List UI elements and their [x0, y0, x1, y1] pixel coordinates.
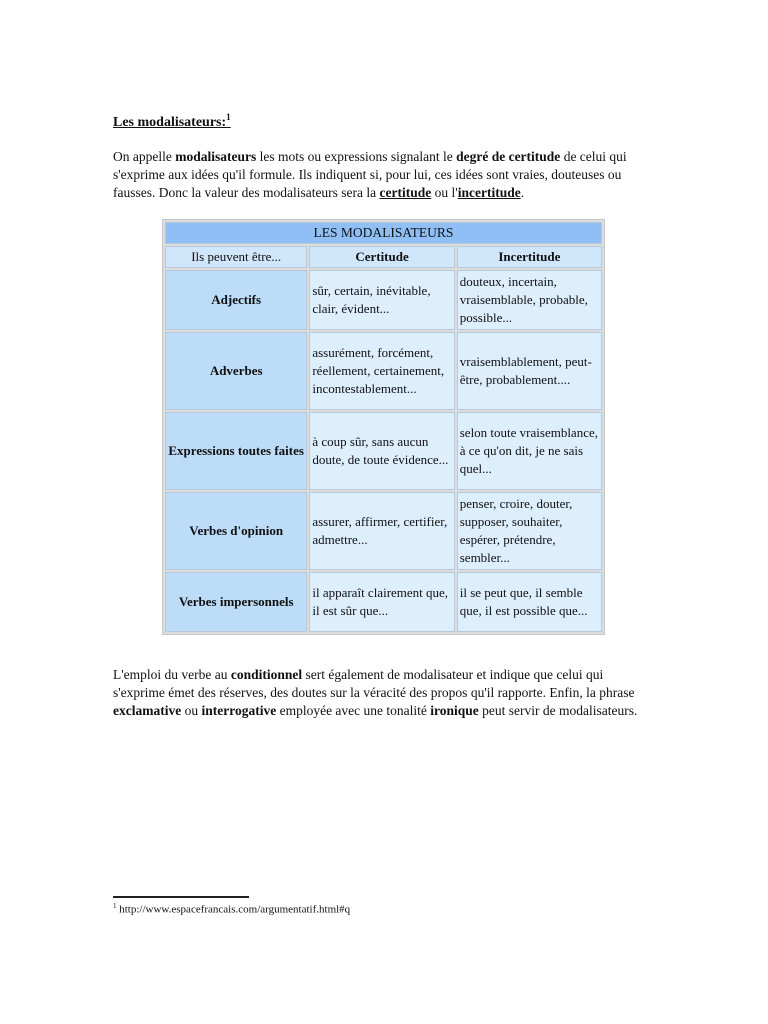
incertitude-cell: penser, croire, douter, supposer, souhaiter, espérer, prétendre, sembler...	[457, 492, 602, 570]
intro-text-5: .	[520, 185, 525, 200]
intro-text-1: On appelle	[113, 149, 176, 164]
table-row	[165, 492, 602, 570]
page-title	[113, 112, 231, 131]
incertitude-cell: vraisemblablement, peut-être, probablement....	[457, 332, 602, 410]
intro-bold-degre: degré de certitude	[456, 149, 561, 164]
footnote-mark: 1	[113, 902, 117, 910]
conclusion-text-3: ou	[181, 703, 202, 718]
conclusion-text-5: peut servir de modalisateurs.	[478, 703, 638, 718]
table-row	[165, 270, 602, 330]
intro-bold-incertitude: incertitude	[457, 185, 521, 200]
intro-paragraph	[113, 148, 657, 202]
certitude-cell: assurément, forcément, réellement, certainement, incontestablement...	[309, 332, 454, 410]
row-label: Verbes d'opinion	[165, 492, 307, 570]
conclusion-bold-conditionnel: conditionnel	[230, 667, 303, 682]
conclusion-paragraph	[113, 666, 657, 720]
certitude-cell: à coup sûr, sans aucun doute, de toute évidence...	[309, 412, 454, 490]
table-row	[165, 332, 602, 410]
modalisateurs-table-wrapper	[162, 219, 605, 635]
incertitude-cell: douteux, incertain, vraisemblable, probable, possible...	[457, 270, 602, 330]
table-row	[165, 572, 602, 632]
row-label: Adverbes	[165, 332, 307, 410]
row-label: Expressions toutes faites	[165, 412, 307, 490]
conclusion-bold-exclamative: exclamative	[113, 703, 182, 718]
conclusion-text-4: employée avec une tonalité	[276, 703, 431, 718]
footnote-reference[interactable]: 1	[226, 112, 231, 122]
intro-bold-modalisateurs: modalisateurs	[175, 149, 257, 164]
table-caption: LES MODALISATEURS	[165, 222, 602, 244]
column-header-row	[165, 246, 602, 268]
incertitude-cell: selon toute vraisemblance, à ce qu'on dit, je ne sais quel...	[457, 412, 602, 490]
table-row	[165, 412, 602, 490]
intro-text-2: les mots ou expressions signalant le	[256, 149, 457, 164]
intro-text-4: ou l'	[431, 185, 458, 200]
modalisateurs-table	[162, 219, 605, 635]
certitude-cell: il apparaît clairement que, il est sûr que...	[309, 572, 454, 632]
footnote-separator	[113, 896, 249, 898]
intro-bold-certitude: certitude	[379, 185, 432, 200]
conclusion-text-1: L'emploi du verbe au	[113, 667, 231, 682]
footnote-link[interactable]: http://www.espacefrancais.com/argumentatif.html#q	[116, 903, 351, 916]
column-header-type: Ils peuvent être...	[165, 246, 307, 268]
row-label: Verbes impersonnels	[165, 572, 307, 632]
conclusion-bold-ironique: ironique	[430, 703, 479, 718]
conclusion-text-2: sert également de modalisateur et indique que celui qui s'exprime émet des réserves, des doutes sur la véracité des propos qu'il rapporte. Enfin, la phrase	[113, 667, 635, 700]
certitude-cell: sûr, certain, inévitable, clair, évident...	[309, 270, 454, 330]
conclusion-bold-interrogative: interrogative	[201, 703, 277, 718]
incertitude-cell: il se peut que, il semble que, il est possible que...	[457, 572, 602, 632]
certitude-cell: assurer, affirmer, certifier, admettre...	[309, 492, 454, 570]
column-header-certitude: Certitude	[309, 246, 454, 268]
intro-text-3: de celui qui s'exprime aux idées qu'il formule. Ils indiquent si, pour lui, ces idées sont vraies, douteuses ou fausses. Donc la valeur des modalisateurs sera la	[113, 149, 627, 200]
column-header-incertitude: Incertitude	[457, 246, 602, 268]
title-text: Les modalisateurs:	[113, 115, 227, 130]
row-label: Adjectifs	[165, 270, 307, 330]
footnote	[113, 902, 350, 916]
